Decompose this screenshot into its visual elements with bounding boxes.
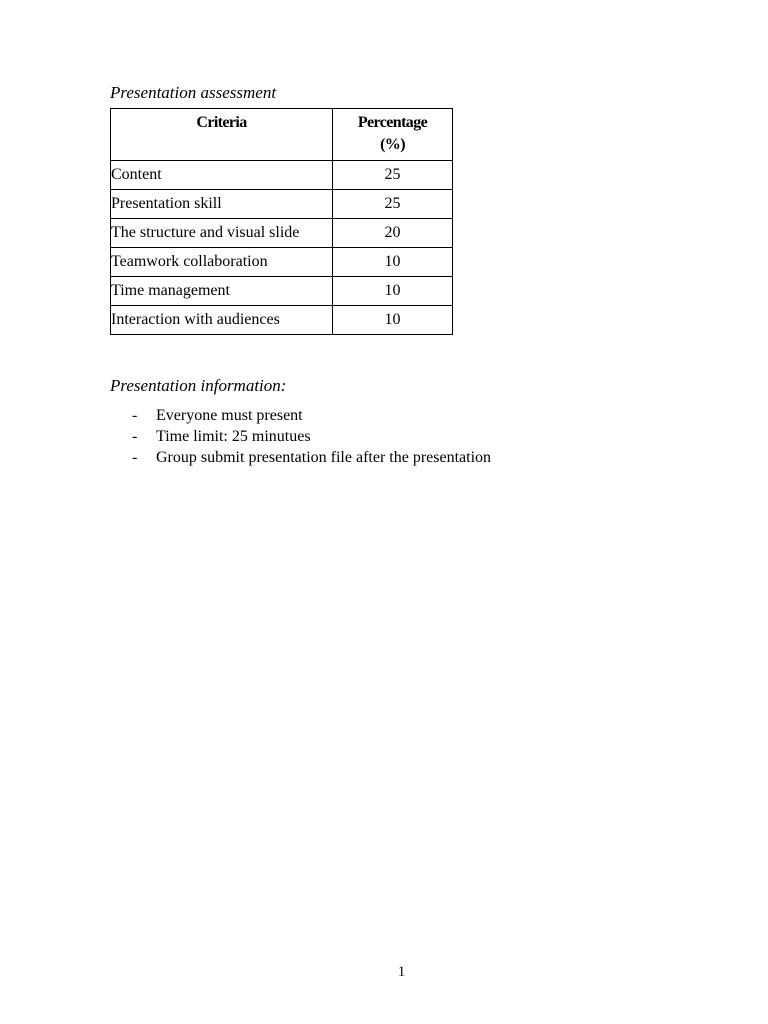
assessment-heading: Presentation assessment xyxy=(110,83,277,102)
table-row xyxy=(111,219,453,248)
criteria-cell: Content xyxy=(111,161,333,190)
page-number: 1 xyxy=(397,964,406,980)
list-item-text: Group submit presentation file after the presentation xyxy=(156,449,492,466)
criteria-cell: The structure and visual slide xyxy=(111,219,333,248)
table-row xyxy=(111,190,453,219)
information-heading: Presentation information: xyxy=(110,376,287,395)
list-item-text: Time limit: 25 minutues xyxy=(156,428,311,445)
table-row xyxy=(111,306,453,335)
criteria-cell: Interaction with audiences xyxy=(111,306,333,335)
criteria-cell: Time management xyxy=(111,277,333,306)
dash-bullet: - xyxy=(132,428,138,445)
criteria-column-header xyxy=(111,109,333,161)
percentage-cell: 25 xyxy=(333,190,453,219)
dash-bullet: - xyxy=(132,449,138,466)
criteria-cell: Presentation skill xyxy=(111,190,333,219)
criteria-header-label: Criteria xyxy=(196,114,247,131)
criteria-cell: Teamwork collaboration xyxy=(111,248,333,277)
table-row xyxy=(111,277,453,306)
percentage-cell: 20 xyxy=(333,219,453,248)
percentage-cell: 10 xyxy=(333,248,453,277)
table-header-row xyxy=(111,109,453,161)
dash-bullet: - xyxy=(132,407,138,424)
percentage-cell: 25 xyxy=(333,161,453,190)
list-item-text: Everyone must present xyxy=(156,407,303,424)
percentage-cell: 10 xyxy=(333,277,453,306)
table-row xyxy=(111,248,453,277)
assessment-table xyxy=(110,108,453,335)
percentage-header-label: Percentage xyxy=(357,114,428,131)
table-row xyxy=(111,161,453,190)
percentage-header-unit: (%) xyxy=(380,136,405,153)
percentage-cell: 10 xyxy=(333,306,453,335)
percentage-column-header xyxy=(333,109,453,161)
